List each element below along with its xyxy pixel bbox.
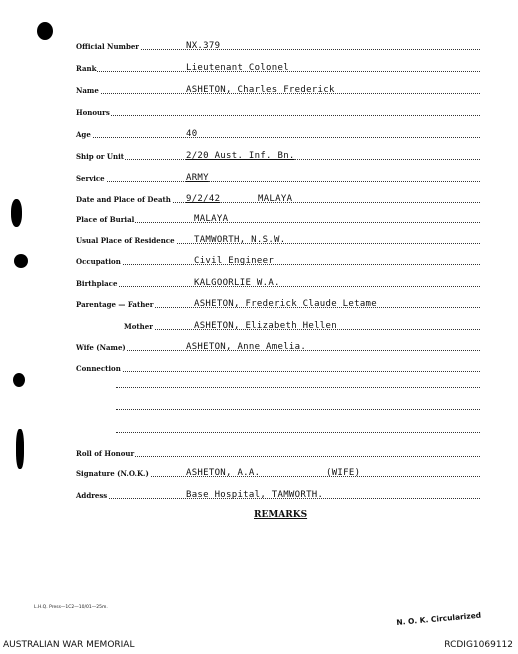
- connection-line-2: [116, 387, 480, 388]
- punch-hole-top: [37, 22, 53, 40]
- label-roll-of-honour: Roll of Honour: [76, 449, 135, 458]
- value-usual-residence: TAMWORTH, N.S.W.: [194, 235, 286, 245]
- label-address: Address: [76, 491, 108, 500]
- label-connection: Connection: [76, 364, 121, 373]
- punch-hole-middle: [14, 254, 28, 268]
- value-service: ARMY: [186, 173, 209, 183]
- value-birthplace: KALGOORLIE W.A.: [194, 278, 280, 288]
- row-roll-of-honour: [76, 445, 480, 459]
- footer-record-id: RCDIG1069112: [444, 640, 513, 650]
- dotted-leader: [76, 181, 480, 182]
- label-parentage-mother: Mother: [124, 322, 153, 331]
- label-usual-residence: Usual Place of Residence: [76, 236, 175, 245]
- dotted-leader: [76, 264, 480, 265]
- row-rank: [76, 60, 480, 74]
- row-usual-residence: [76, 232, 480, 246]
- dotted-leader: [76, 137, 480, 138]
- footer-archive-name: AUSTRALIAN WAR MEMORIAL: [3, 640, 135, 650]
- row-name: [76, 82, 480, 96]
- row-official-number: [76, 38, 480, 52]
- label-signature: Signature (N.O.K.): [76, 469, 149, 478]
- value-parentage-father: ASHETON, Frederick Claude Letame: [194, 299, 377, 309]
- label-honours: Honours: [76, 108, 110, 117]
- value-death-place: MALAYA: [258, 194, 293, 204]
- row-age: [76, 126, 480, 140]
- label-date-place-death: Date and Place of Death: [76, 195, 171, 204]
- row-address: [76, 487, 480, 501]
- dotted-leader: [76, 222, 480, 223]
- row-signature: [76, 465, 480, 479]
- value-death-date: 9/2/42: [186, 194, 221, 204]
- value-rank: Lieutenant Colonel: [186, 63, 289, 73]
- label-age: Age: [76, 130, 91, 139]
- row-date-place-death: [76, 191, 480, 205]
- row-birthplace: [76, 275, 480, 289]
- dotted-leader: [76, 456, 480, 457]
- connection-line-4: [116, 432, 480, 433]
- value-age: 40: [186, 129, 198, 139]
- value-parentage-mother: ASHETON, Elizabeth Hellen: [194, 321, 337, 331]
- label-wife: Wife (Name): [76, 343, 126, 352]
- row-wife: [76, 339, 480, 353]
- row-place-of-burial: [76, 211, 480, 225]
- value-place-of-burial: MALAYA: [194, 214, 229, 224]
- value-signature-name: ASHETON, A.A.: [186, 468, 261, 478]
- punch-hole-lower: [13, 373, 25, 387]
- remarks-heading: REMARKS: [254, 510, 308, 520]
- connection-line-3: [116, 409, 480, 410]
- punch-hole-upper: [11, 199, 22, 227]
- dotted-leader: [76, 115, 480, 116]
- label-occupation: Occupation: [76, 257, 121, 266]
- row-service: [76, 170, 480, 184]
- dotted-leader: [76, 371, 480, 372]
- value-occupation: Civil Engineer: [194, 256, 275, 266]
- row-connection: [76, 360, 480, 374]
- value-official-number: NX.379: [186, 41, 221, 51]
- row-honours: [76, 104, 480, 118]
- row-occupation: [76, 253, 480, 267]
- label-ship-or-unit: Ship or Unit: [76, 152, 125, 161]
- label-official-number: Official Number: [76, 42, 139, 51]
- value-wife: ASHETON, Anne Amelia.: [186, 342, 307, 352]
- label-name: Name: [76, 86, 99, 95]
- nok-circularized-stamp: N. O. K. Circularized: [396, 610, 482, 627]
- value-name: ASHETON, Charles Frederick: [186, 85, 335, 95]
- value-signature-relation: (WIFE): [326, 468, 361, 478]
- row-parentage-mother: [76, 318, 480, 332]
- value-ship-or-unit: 2/20 Aust. Inf. Bn.: [186, 151, 295, 161]
- printer-imprint: L.H.Q. Press—1C2—10/01—25m.: [34, 605, 108, 610]
- value-address: Base Hospital, TAMWORTH.: [186, 490, 324, 500]
- row-ship-or-unit: [76, 148, 480, 162]
- label-place-of-burial: Place of Burial: [76, 215, 135, 224]
- label-birthplace: Birthplace: [76, 279, 118, 288]
- row-parentage-father: [76, 296, 480, 310]
- punch-hole-bottom: [16, 429, 24, 469]
- label-rank: Rank: [76, 64, 97, 73]
- label-parentage-father: Parentage — Father: [76, 300, 154, 309]
- label-service: Service: [76, 174, 105, 183]
